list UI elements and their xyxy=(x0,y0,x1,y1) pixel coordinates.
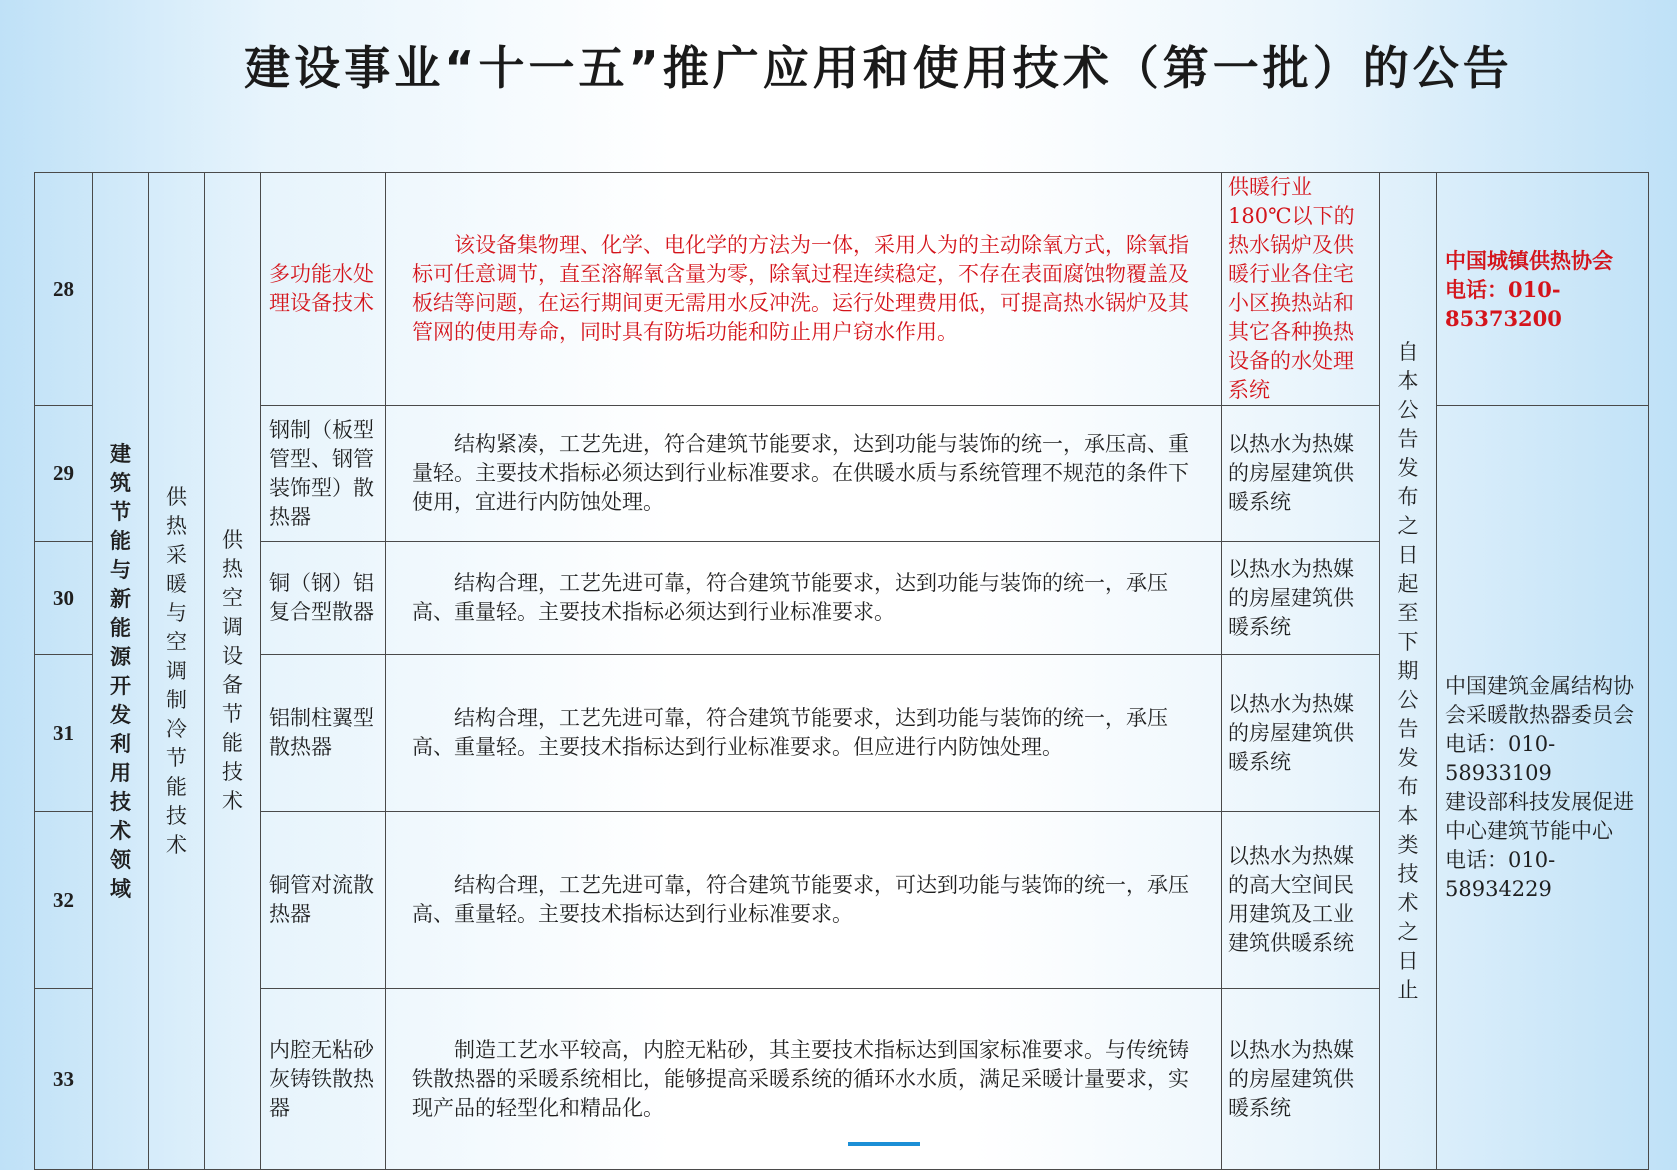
tech-description: 该设备集物理、化学、电化学的方法为一体，采用人为的主动除氧方式，除氧指标可任意调节，直至溶解氧含量为零，除氧过程连续稳定，不存在表面腐蚀物覆盖及板结等问题，在运行期间更无需用水反冲洗。运行处理费用低，可提高热水锅炉及其管网的使用寿命，同时具有防垢功能和防止用户窃水作用。 xyxy=(386,173,1222,406)
tech-name: 铜管对流散热器 xyxy=(261,812,386,989)
application-scope: 以热水为热媒的房屋建筑供暖系统 xyxy=(1222,406,1380,542)
subcategory-cell: 供热空调设备节能技术 xyxy=(205,173,261,1170)
table-row xyxy=(35,173,1649,406)
tech-name: 多功能水处理设备技术 xyxy=(261,173,386,406)
tech-name: 铝制柱翼型散热器 xyxy=(261,655,386,812)
page-title: 建设事业“十一五”推广应用和使用技术（第一批）的公告 xyxy=(244,41,1513,95)
contact-phone: 电话：010-58933109 xyxy=(1445,731,1556,785)
field-cell: 建筑节能与新能源开发利用技术领域 xyxy=(93,173,149,1170)
application-scope: 以热水为热媒的高大空间民用建筑及工业建筑供暖系统 xyxy=(1222,812,1380,989)
application-scope: 以热水为热媒的房屋建筑供暖系统 xyxy=(1222,542,1380,655)
application-scope: 供暖行业180℃以下的热水锅炉及供暖行业各住宅小区换热站和其它各种换热设备的水处理系统 xyxy=(1222,173,1380,406)
contact-phone: 电话：010-85373200 xyxy=(1445,276,1562,331)
tech-description: 制造工艺水平较高，内腔无粘砂，其主要技术指标达到国家标准要求。与传统铸铁散热器的采暖系统相比，能够提高采暖系统的循环水水质，满足采暖计量要求，实现产品的轻型化和精品化。 xyxy=(386,989,1222,1170)
contact-cell xyxy=(1437,173,1649,406)
contact-org: 建设部科技发展促进中心建筑节能中心 xyxy=(1445,789,1634,843)
application-scope: 以热水为热媒的房屋建筑供暖系统 xyxy=(1222,989,1380,1170)
validity-cell: 自本公告发布之日起至下期公告发布本类技术之日止 xyxy=(1380,173,1437,1170)
tech-description: 结构合理，工艺先进可靠，符合建筑节能要求，达到功能与装饰的统一，承压高、重量轻。主要技术指标必须达到行业标准要求。 xyxy=(386,542,1222,655)
tech-name: 钢制（板型管型、钢管装饰型）散热器 xyxy=(261,406,386,542)
row-number: 30 xyxy=(35,542,93,655)
tech-name: 内腔无粘砂灰铸铁散热器 xyxy=(261,989,386,1170)
tech-description: 结构合理，工艺先进可靠，符合建筑节能要求，可达到功能与装饰的统一，承压高、重量轻。主要技术指标达到行业标准要求。 xyxy=(386,812,1222,989)
page-indicator xyxy=(848,1142,920,1146)
row-number: 31 xyxy=(35,655,93,812)
category-cell: 供热采暖与空调制冷节能技术 xyxy=(149,173,205,1170)
contact-org: 中国建筑金属结构协会采暖散热器委员会 xyxy=(1445,673,1634,727)
row-number: 33 xyxy=(35,989,93,1170)
row-number: 28 xyxy=(35,173,93,406)
contact-cell xyxy=(1437,406,1649,1170)
application-scope: 以热水为热媒的房屋建筑供暖系统 xyxy=(1222,655,1380,812)
technology-table xyxy=(34,172,1649,1170)
row-number: 29 xyxy=(35,406,93,542)
contact-phone: 电话：010-58934229 xyxy=(1445,847,1556,901)
contact-org: 中国城镇供热协会 xyxy=(1445,247,1613,273)
row-number: 32 xyxy=(35,812,93,989)
tech-name: 铜（钢）铝复合型散器 xyxy=(261,542,386,655)
tech-description: 结构合理，工艺先进可靠，符合建筑节能要求，达到功能与装饰的统一，承压高、重量轻。主要技术指标达到行业标准要求。但应进行内防蚀处理。 xyxy=(386,655,1222,812)
tech-description: 结构紧凑，工艺先进，符合建筑节能要求，达到功能与装饰的统一，承压高、重量轻。主要技术指标必须达到行业标准要求。在供暖水质与系统管理不规范的条件下使用，宜进行内防蚀处理。 xyxy=(386,406,1222,542)
